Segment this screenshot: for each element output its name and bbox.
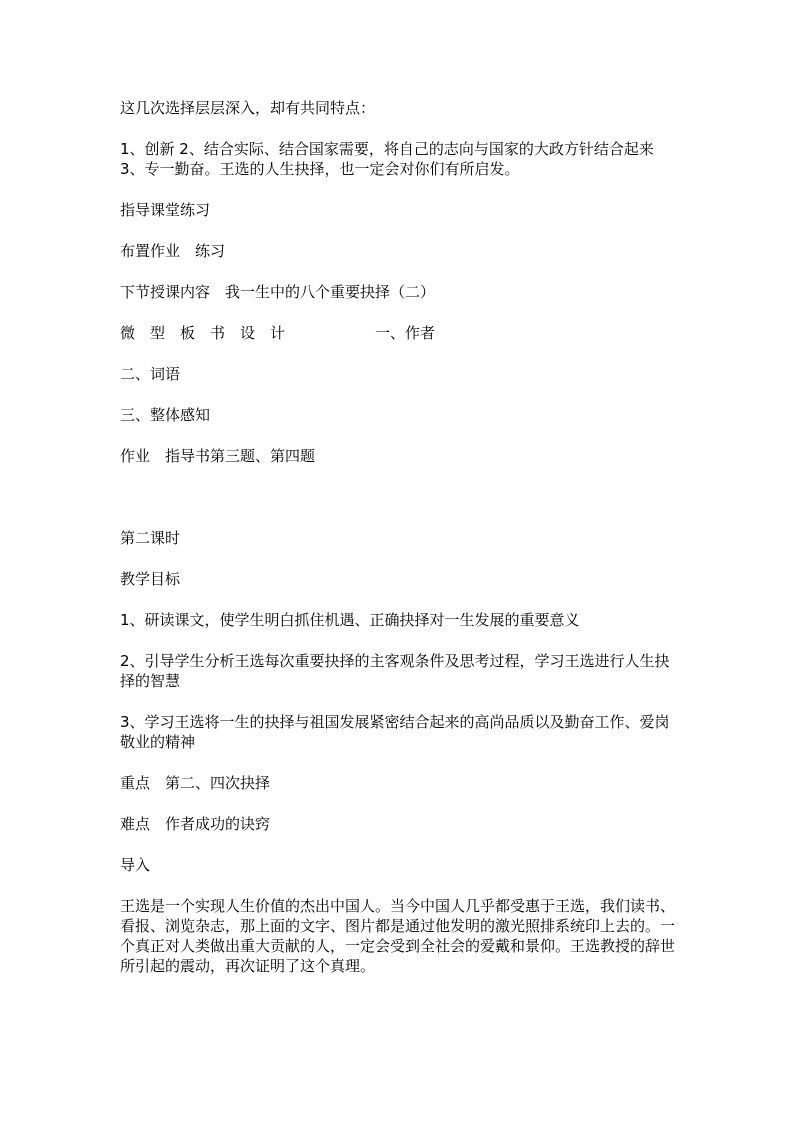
paragraph-goal-2: 2、引导学生分析王选每次重要抉择的主客观条件及思考过程，学习王选进行人生抉择的智慧 <box>120 652 670 690</box>
paragraph-common-features-list: 1、创新 2、结合实际、结合国家需要，将自己的志向与国家的大政方针结合起来 3、专一勤奋。王选的人生抉择，也一定会对你们有所启发。 <box>120 140 659 178</box>
paragraph-assignment: 作业 指导书第三题、第四题 <box>120 447 316 465</box>
paragraph-teaching-goals: 教学目标 <box>120 570 181 588</box>
paragraph-key-points: 重点 第二、四次抉择 <box>120 774 271 792</box>
paragraph-vocabulary: 二、词语 <box>120 365 181 383</box>
paragraph-introduction-heading: 导入 <box>120 856 151 874</box>
paragraph-next-lesson: 下节授课内容 我一生中的八个重要抉择（二） <box>120 283 436 301</box>
paragraph-goal-3: 3、学习王选将一生的抉择与祖国发展紧密结合起来的高尚品质以及勤奋工作、爱岗敬业的精神 <box>120 713 670 751</box>
paragraph-overall-perception: 三、整体感知 <box>120 406 211 424</box>
paragraph-board-design: 微 型 板 书 设 计 一、作者 <box>120 324 436 342</box>
section-spacer <box>120 487 680 528</box>
paragraph-class-exercise: 指导课堂练习 <box>120 201 211 219</box>
paragraph-homework: 布置作业 练习 <box>120 242 226 260</box>
paragraph-introduction-body: 王选是一个实现人生价值的杰出中国人。当今中国人几乎都受惠于王选，我们读书、看报、浏览杂志，那上面的文字、图片都是通过他发明的激光照排系统印上去的。一个真正对人类做出重大贡献的人，一定会受到全社会的爱戴和景仰。王选教授的辞世所引起的震动，再次证明了这个真理。 <box>120 897 676 975</box>
paragraph-common-features-intro: 这几次选择层层深入，却有共同特点： <box>120 99 376 117</box>
document-page <box>120 98 680 997</box>
paragraph-second-lesson: 第二课时 <box>120 529 181 547</box>
paragraph-difficulties: 难点 作者成功的诀窍 <box>120 815 271 833</box>
paragraph-goal-1: 1、研读课文，使学生明白抓住机遇、正确抉择对一生发展的重要意义 <box>120 611 580 629</box>
